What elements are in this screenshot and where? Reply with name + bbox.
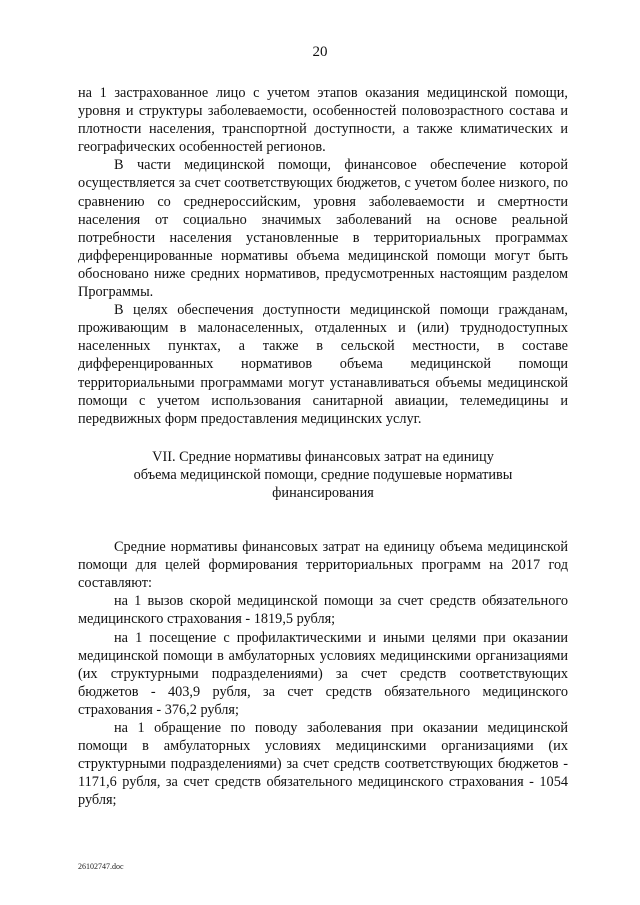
paragraph-6: на 1 посещение с профилактическими и иными целями при оказании медицинской помощи в амбулаторных условиях медицинскими организациями (их структурными подразделениями) за счет средств соответствующих бюджетов - 403,9 рубля, за счет средств обязательного медицинского страхования - 376,2 рубля; xyxy=(78,629,568,718)
paragraph-2: В части медицинской помощи, финансовое обеспечение которой осуществляется за счет соответствующих бюджетов, с учетом более низкого, по сравнению со среднероссийским, уровня заболеваемости и смертности населения от социально значимых заболеваний на основе реальной потребности населения установленные в территориальных программах дифференцированные нормативы объема медицинской помощи могут быть обосновано ниже средних нормативов, предусмотренных настоящим разделом Программы. xyxy=(78,157,568,301)
paragraph-5: на 1 вызов скорой медицинской помощи за счет средств обязательного медицинского страхования - 1819,5 рубля; xyxy=(78,593,568,628)
page-number: 20 xyxy=(312,44,328,60)
footer-file-code: 26102747.doc xyxy=(78,862,124,871)
section-heading-line-1: VII. Средние нормативы финансовых затрат на единицу xyxy=(152,448,494,465)
paragraph-4: Средние нормативы финансовых затрат на единицу объема медицинской помощи для целей формирования территориальных программ на 2017 год составляют: xyxy=(78,539,568,592)
section-heading xyxy=(78,448,568,502)
paragraph-7: на 1 обращение по поводу заболевания при оказании медицинской помощи в амбулаторных условиях медицинскими организациями (их структурными подразделениями) за счет средств соответствующих бюджетов - 1171,6 рубля, за счет средств обязательного медицинского страхования - 1054 рубля; xyxy=(78,720,568,809)
paragraph-1: на 1 застрахованное лицо с учетом этапов оказания медицинской помощи, уровня и структуры заболеваемости, особенностей половозрастного состава и плотности населения, транспортной доступности, а также климатических и географических особенностей регионов. xyxy=(78,85,568,156)
section-heading-line-2: объема медицинской помощи, средние подушевые нормативы xyxy=(133,466,513,483)
paragraph-3: В целях обеспечения доступности медицинской помощи гражданам, проживающим в малонаселенных, отдаленных и (или) труднодоступных населенных пунктах, а также в сельской местности, в составе дифференцированных нормативов объема медицинской помощи территориальными программами могут устанавливаться объемы медицинской помощи с учетом использования санитарной авиации, телемедицины и передвижных форм предоставления медицинских услуг. xyxy=(78,302,568,427)
document-body xyxy=(78,84,568,809)
section-heading-line-3: финансирования xyxy=(272,484,374,501)
